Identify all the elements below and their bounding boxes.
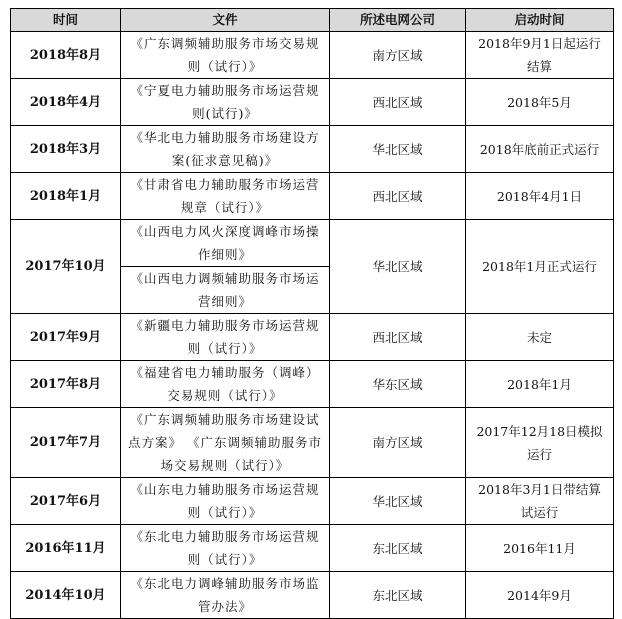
- cell-time: 2016年11月: [11, 525, 121, 572]
- cell-grid: 南方区域: [330, 408, 466, 478]
- cell-time: 2018年8月: [11, 32, 121, 79]
- cell-time: 2018年4月: [11, 79, 121, 126]
- cell-start: 2018年9月1日起运行结算: [466, 32, 614, 79]
- table-row: [11, 314, 614, 361]
- cell-document: 《福建省电力辅助服务（调峰）交易规则（试行）》: [121, 361, 330, 408]
- cell-grid: 东北区域: [330, 525, 466, 572]
- cell-document: 《新疆电力辅助服务市场运营规则（试行）》: [121, 314, 330, 361]
- cell-document: 《山西电力调频辅助服务市场运营细则》: [121, 267, 330, 314]
- table-row: [11, 361, 614, 408]
- cell-time: 2017年9月: [11, 314, 121, 361]
- policy-table: [10, 8, 614, 619]
- cell-time: 2017年8月: [11, 361, 121, 408]
- cell-grid: 华北区域: [330, 126, 466, 173]
- cell-grid: 西北区域: [330, 173, 466, 220]
- cell-time: 2017年7月: [11, 408, 121, 478]
- cell-document: 《甘肃省电力辅助服务市场运营规章（试行）》: [121, 173, 330, 220]
- cell-start: 2017年12月18日模拟运行: [466, 408, 614, 478]
- cell-grid: 东北区域: [330, 572, 466, 619]
- table-row: [11, 572, 614, 619]
- table-header-row: [11, 9, 614, 32]
- cell-document: 《广东调频辅助服务市场交易规则（试行）》: [121, 32, 330, 79]
- cell-time: 2018年3月: [11, 126, 121, 173]
- cell-start: 2016年11月: [466, 525, 614, 572]
- cell-grid: 华北区域: [330, 220, 466, 314]
- cell-grid: 西北区域: [330, 79, 466, 126]
- cell-start: 2018年3月1日带结算试运行: [466, 478, 614, 525]
- table-row: [11, 525, 614, 572]
- cell-document: 《华北电力辅助服务市场建设方案(征求意见稿)》: [121, 126, 330, 173]
- table-row: [11, 126, 614, 173]
- cell-grid: 西北区域: [330, 314, 466, 361]
- header-document: 文件: [121, 9, 330, 32]
- cell-document: 《东北电力辅助服务市场运营规则（试行）》: [121, 525, 330, 572]
- header-time: 时间: [11, 9, 121, 32]
- table-row: [11, 79, 614, 126]
- cell-start: 2018年4月1日: [466, 173, 614, 220]
- cell-start: 2018年1月: [466, 361, 614, 408]
- cell-time: 2014年10月: [11, 572, 121, 619]
- table-row: [11, 220, 614, 267]
- cell-start: 未定: [466, 314, 614, 361]
- cell-document: 《宁夏电力辅助服务市场运营规则(试行)》: [121, 79, 330, 126]
- cell-grid: 华东区域: [330, 361, 466, 408]
- cell-document: 《山西电力风火深度调峰市场操作细则》: [121, 220, 330, 267]
- cell-grid: 南方区域: [330, 32, 466, 79]
- table-row: [11, 478, 614, 525]
- cell-time: 2017年6月: [11, 478, 121, 525]
- cell-time: 2018年1月: [11, 173, 121, 220]
- table-row: [11, 32, 614, 79]
- table-row: [11, 173, 614, 220]
- cell-time: 2017年10月: [11, 220, 121, 314]
- header-grid-company: 所述电网公司: [330, 9, 466, 32]
- table-row: [11, 408, 614, 478]
- cell-start: 2014年9月: [466, 572, 614, 619]
- header-start-time: 启动时间: [466, 9, 614, 32]
- cell-document: 《广东调频辅助服务市场建设试点方案》 《广东调频辅助服务市场交易规则（试行）》: [121, 408, 330, 478]
- cell-document: 《山东电力辅助服务市场运营规则（试行）》: [121, 478, 330, 525]
- cell-start: 2018年5月: [466, 79, 614, 126]
- cell-start: 2018年1月正式运行: [466, 220, 614, 314]
- cell-start: 2018年底前正式运行: [466, 126, 614, 173]
- cell-document: 《东北电力调峰辅助服务市场监管办法》: [121, 572, 330, 619]
- cell-grid: 华北区域: [330, 478, 466, 525]
